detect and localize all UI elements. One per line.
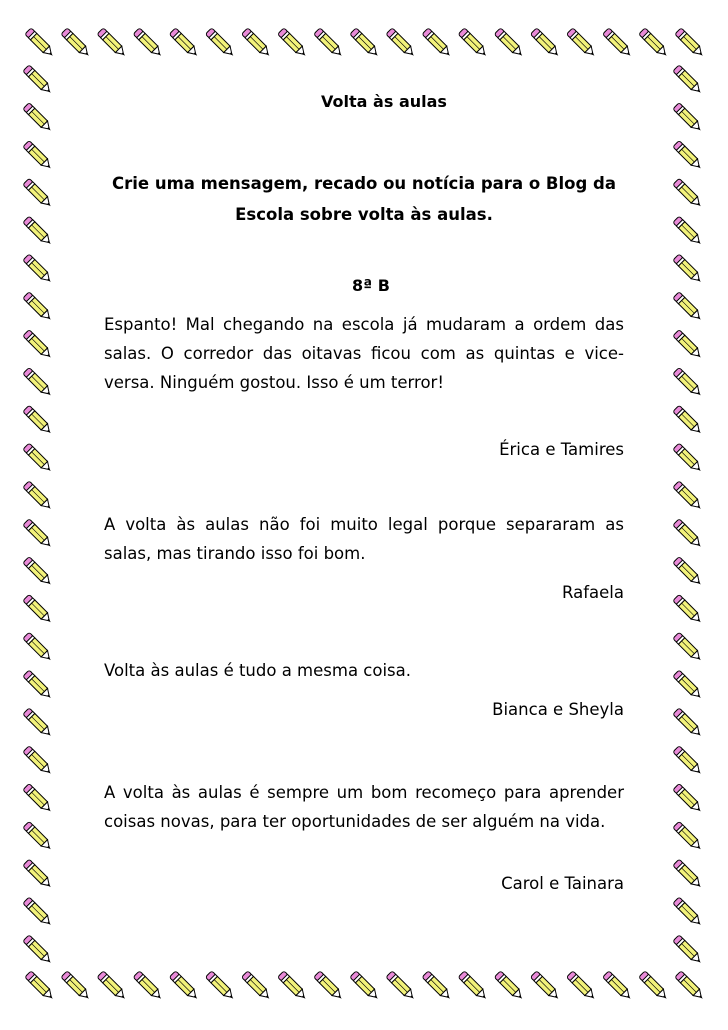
page-title: Volta às aulas	[321, 92, 447, 111]
pencil-icon	[422, 971, 453, 1002]
pencil-icon	[458, 971, 489, 1002]
pencil-icon	[673, 405, 704, 436]
pencil-icon	[673, 670, 704, 701]
pencil-icon	[530, 28, 561, 59]
pencil-icon	[350, 971, 381, 1002]
pencil-icon	[673, 292, 704, 323]
pencil-icon	[205, 28, 236, 59]
pencil-icon	[494, 28, 525, 59]
pencil-icon	[673, 935, 704, 966]
pencil-icon	[673, 557, 704, 588]
pencil-icon	[23, 859, 54, 890]
message-author-2: Rafaela	[562, 583, 624, 602]
pencil-icon	[673, 178, 704, 209]
message-text-1: Espanto! Mal chegando na escola já mudaram a ordem das salas. O corredor das oitavas ficou com as quintas e vice-versa. Ninguém gostou. Isso é um terror!	[104, 315, 624, 392]
pencil-icon	[23, 140, 54, 171]
pencil-icon	[23, 292, 54, 323]
pencil-icon	[639, 971, 670, 1002]
pencil-icon	[673, 783, 704, 814]
pencil-icon	[23, 632, 54, 663]
pencil-icon	[673, 216, 704, 247]
pencil-icon	[494, 971, 525, 1002]
pencil-icon	[23, 443, 54, 474]
pencil-icon	[673, 254, 704, 285]
pencil-icon	[23, 405, 54, 436]
pencil-icon	[278, 28, 309, 59]
pencil-icon	[25, 971, 56, 1002]
pencil-icon	[675, 28, 706, 59]
pencil-icon	[241, 971, 272, 1002]
pencil-icon	[278, 971, 309, 1002]
message-text-3: Volta às aulas é tudo a mesma coisa.	[104, 661, 412, 680]
pencil-icon	[350, 28, 381, 59]
pencil-icon	[566, 971, 597, 1002]
pencil-icon	[673, 821, 704, 852]
pencil-icon	[675, 971, 706, 1002]
message-text-4: A volta às aulas é sempre um bom recomeço para aprender coisas novas, para ter oportunidades de ser alguém na vida.	[104, 783, 624, 831]
pencil-icon	[603, 28, 634, 59]
pencil-icon	[603, 971, 634, 1002]
pencil-icon	[673, 330, 704, 361]
pencil-icon	[673, 746, 704, 777]
pencil-icon	[673, 140, 704, 171]
pencil-icon	[241, 28, 272, 59]
pencil-icon	[673, 65, 704, 96]
pencil-icon	[673, 367, 704, 398]
pencil-icon	[23, 367, 54, 398]
pencil-icon	[23, 897, 54, 928]
pencil-icon	[673, 594, 704, 625]
pencil-icon	[673, 708, 704, 739]
pencil-icon	[23, 708, 54, 739]
pencil-icon	[133, 971, 164, 1002]
pencil-icon	[639, 28, 670, 59]
pencil-icon	[530, 971, 561, 1002]
pencil-icon	[97, 28, 128, 59]
pencil-icon	[23, 216, 54, 247]
pencil-icon	[458, 28, 489, 59]
pencil-icon	[23, 670, 54, 701]
pencil-icon	[673, 103, 704, 134]
pencil-icon	[673, 859, 704, 890]
pencil-icon	[23, 783, 54, 814]
pencil-icon	[23, 254, 54, 285]
pencil-icon	[673, 519, 704, 550]
message-author-4: Carol e Tainara	[501, 874, 624, 893]
pencil-icon	[23, 557, 54, 588]
pencil-icon	[23, 103, 54, 134]
pencil-icon	[386, 28, 417, 59]
pencil-icon	[566, 28, 597, 59]
pencil-icon	[673, 897, 704, 928]
pencil-icon	[673, 632, 704, 663]
pencil-icon	[673, 481, 704, 512]
pencil-icon	[25, 28, 56, 59]
pencil-icon	[23, 935, 54, 966]
pencil-icon	[386, 971, 417, 1002]
pencil-icon	[23, 330, 54, 361]
pencil-icon	[23, 519, 54, 550]
pencil-icon	[23, 594, 54, 625]
pencil-icon	[97, 971, 128, 1002]
assignment-prompt: Crie uma mensagem, recado ou notícia para o Blog da Escola sobre volta às aulas.	[112, 174, 616, 224]
pencil-icon	[133, 28, 164, 59]
pencil-icon	[205, 971, 236, 1002]
pencil-icon	[169, 971, 200, 1002]
pencil-icon	[23, 746, 54, 777]
pencil-icon	[314, 971, 345, 1002]
pencil-icon	[23, 481, 54, 512]
pencil-icon	[61, 28, 92, 59]
pencil-icon	[23, 178, 54, 209]
message-author-1: Érica e Tamires	[499, 440, 624, 459]
pencil-icon	[422, 28, 453, 59]
pencil-icon	[23, 821, 54, 852]
message-author-3: Bianca e Sheyla	[492, 700, 624, 719]
pencil-icon	[169, 28, 200, 59]
pencil-icon	[23, 65, 54, 96]
pencil-icon	[314, 28, 345, 59]
class-label: 8ª B	[352, 276, 390, 295]
pencil-icon	[673, 443, 704, 474]
pencil-icon	[61, 971, 92, 1002]
message-text-2: A volta às aulas não foi muito legal porque separaram as salas, mas tirando isso foi bom.	[104, 515, 624, 563]
